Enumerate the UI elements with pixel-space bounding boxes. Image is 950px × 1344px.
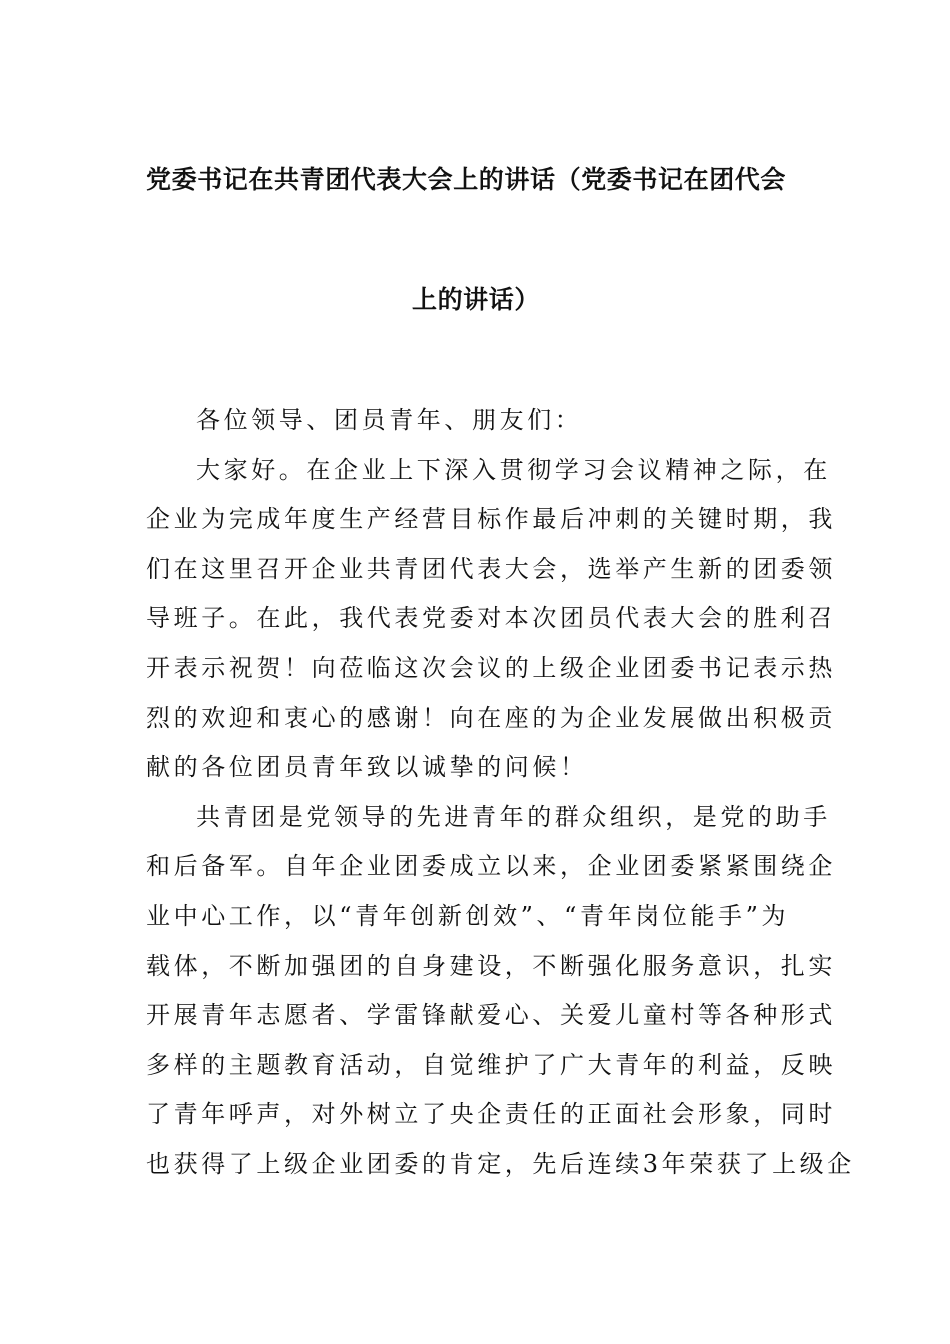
body-line: 开表示祝贺！向莅临这次会议的上级企业团委书记表示热 [146, 653, 836, 682]
salutation-line: 各位领导、团员青年、朋友们： [196, 406, 583, 434]
body-line: 们在这里召开企业共青团代表大会，选举产生新的团委领 [146, 554, 836, 583]
body-line: 业中心工作，以“青年创新创效”、“青年岗位能手”为 [146, 901, 790, 930]
body-line: 多样的主题教育活动，自觉维护了广大青年的利益，反映 [146, 1050, 836, 1079]
body-line: 企业为完成年度生产经营目标作最后冲刺的关键时期，我 [146, 505, 836, 534]
body-line: 大家好。在企业上下深入贯彻学习会议精神之际，在 [196, 455, 831, 484]
body-line: 和后备军。自年企业团委成立以来，企业团委紧紧围绕企 [146, 852, 836, 881]
body-line: 了青年呼声，对外树立了央企责任的正面社会形象，同时 [146, 1100, 836, 1129]
body-line: 载体，不断加强团的自身建设，不断强化服务意识，扎实 [146, 951, 836, 980]
body-line: 开展青年志愿者、学雷锋献爱心、关爱儿童村等各种形式 [146, 1001, 836, 1030]
document-title-line-2: 上的讲话） [411, 285, 540, 314]
document-body [146, 396, 855, 1190]
body-line: 导班子。在此，我代表党委对本次团员代表大会的胜利召 [146, 604, 836, 633]
document-title-line-1: 党委书记在共青团代表大会上的讲话（党委书记在团代会 [146, 165, 787, 194]
body-line: 烈的欢迎和衷心的感谢！向在座的为企业发展做出积极贡 [146, 703, 836, 732]
body-line: 也获得了上级企业团委的肯定，先后连续3年荣获了上级企 [146, 1149, 855, 1178]
body-line: 献的各位团员青年致以诚挚的问候！ [146, 753, 588, 782]
body-line: 共青团是党领导的先进青年的群众组织，是党的助手 [196, 802, 831, 831]
